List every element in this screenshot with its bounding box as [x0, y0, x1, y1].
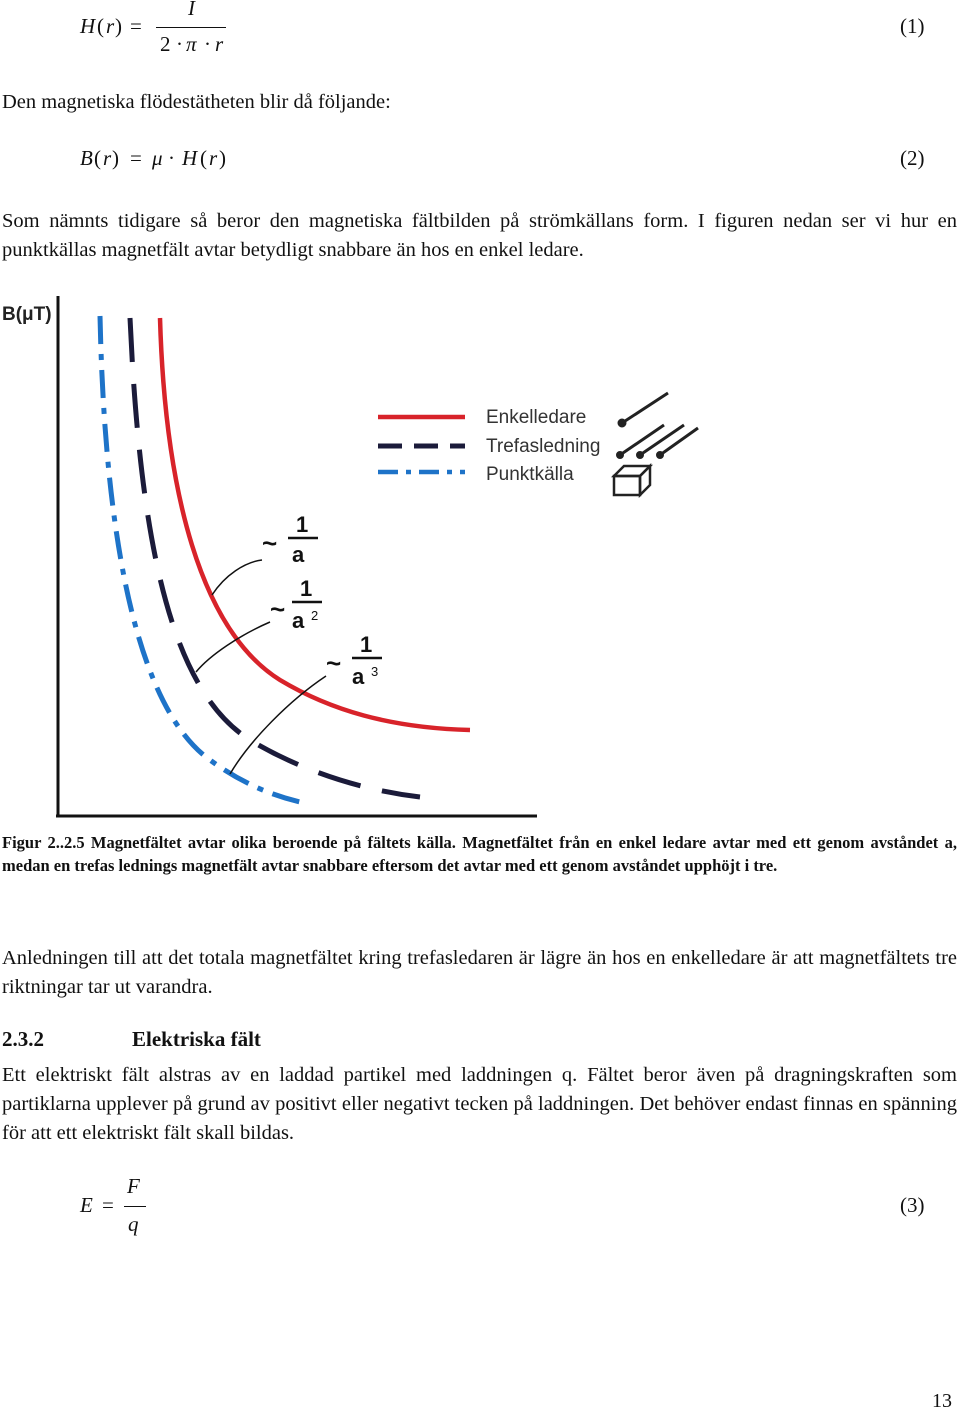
section-heading: [2, 1027, 957, 1052]
eq1-den-2: π: [186, 32, 197, 56]
section-number: 2.3.2: [2, 1027, 44, 1051]
eq3-lhs: E: [80, 1193, 93, 1217]
svg-text:~: ~: [326, 648, 342, 678]
point-source-box-icon: [614, 466, 650, 495]
equation-1: [80, 0, 940, 66]
eq1-numerator: I: [188, 0, 195, 20]
curve-enkelledare: [160, 318, 470, 730]
eq1-number: (1): [900, 14, 925, 38]
single-wire-icon: [619, 393, 668, 426]
svg-text:a: a: [292, 608, 305, 633]
curve-punktkalla: [100, 316, 300, 802]
equation-3: [80, 1176, 940, 1246]
eq2-close-paren: ): [112, 146, 119, 170]
eq2-lhs-fn: B: [80, 146, 93, 170]
y-axis-label: B(μT): [2, 304, 52, 325]
eq1-equals: =: [130, 14, 142, 38]
svg-text:a: a: [352, 664, 365, 689]
svg-text:a: a: [292, 542, 305, 567]
eq1-arg: r: [106, 14, 115, 38]
eq1-fraction-bar: [156, 27, 226, 28]
paragraph-4: Ett elektriskt fält alstras av en laddad partikel med laddningen q. Fältet beror även på dragningskraften som partiklarna upplever på grund av positivt eller negativt tecken på laddningen. Det behöver endast finnas en spänning för att ett elektriskt fält skall bildas.: [2, 1064, 957, 1144]
eq1-dot-2: ·: [204, 32, 211, 56]
legend-label-enkelledare: Enkelledare: [486, 407, 587, 428]
eq1-close-paren: ): [115, 14, 122, 38]
magnetic-field-figure: [0, 290, 710, 825]
eq1-den-3: r: [215, 32, 224, 56]
svg-text:1: 1: [360, 632, 373, 657]
eq2-open-paren-2: (: [200, 146, 207, 170]
svg-text:~: ~: [262, 528, 278, 558]
svg-text:2: 2: [311, 608, 319, 623]
eq2-arg-2: r: [209, 146, 218, 170]
svg-text:3: 3: [371, 664, 379, 679]
eq2-arg: r: [103, 146, 112, 170]
page-number: 13: [932, 1390, 952, 1412]
eq3-number: (3): [900, 1193, 925, 1217]
eq3-equals: =: [102, 1193, 114, 1217]
paragraph-2: Som nämnts tidigare så beror den magnetiska fältbilden på strömkällans form. I figuren nedan ser vi hur en punktkällas magnetfält avtar betydligt snabbare än hos en enkel ledare.: [2, 210, 957, 261]
legend-label-trefasledning: Trefasledning: [486, 436, 601, 457]
svg-text:~: ~: [270, 594, 286, 624]
eq2-equals: =: [130, 146, 142, 170]
section-title: Elektriska fält: [132, 1027, 261, 1051]
eq2-open-paren: (: [94, 146, 101, 170]
svg-text:1: 1: [296, 512, 309, 537]
paragraph-3: Anledningen till att det totala magnetfältet kring trefasledaren är lägre än hos en enkelledare är att magnetfältets tre riktningar tar ut varandra.: [2, 947, 957, 998]
three-phase-wire-icon: [618, 425, 699, 458]
equation-2: [80, 146, 940, 180]
legend-label-punktkalla: Punktkälla: [486, 464, 574, 485]
eq3-fraction-bar: [124, 1206, 146, 1207]
eq1-open-paren: (: [97, 14, 104, 38]
eq2-number: (2): [900, 146, 925, 170]
eq3-denominator: q: [128, 1212, 139, 1236]
annotation-1-over-a-cubed: [230, 632, 382, 774]
eq1-lhs-fn: H: [80, 14, 96, 38]
figure-caption: Figur 2..2.5 Magnetfältet avtar olika beroende på fältets källa. Magnetfältet från en enkel ledare avtar med ett genom avståndet a, medan en trefas lednings magnetfält avtar snabbare eftersom det avtar med ett genom avståndet upphöjt i tre.: [2, 833, 957, 875]
eq1-den-1: 2: [160, 32, 171, 56]
eq2-rhs-fn: H: [182, 146, 198, 170]
eq2-close-paren-2: ): [219, 146, 226, 170]
eq2-dot: ·: [168, 146, 175, 170]
paragraph-1: Den magnetiska flödestätheten blir då följande:: [2, 91, 391, 113]
eq2-mu: μ: [152, 146, 163, 170]
eq1-dot-1: ·: [176, 32, 183, 56]
svg-text:1: 1: [300, 576, 313, 601]
eq3-numerator: F: [127, 1174, 140, 1198]
